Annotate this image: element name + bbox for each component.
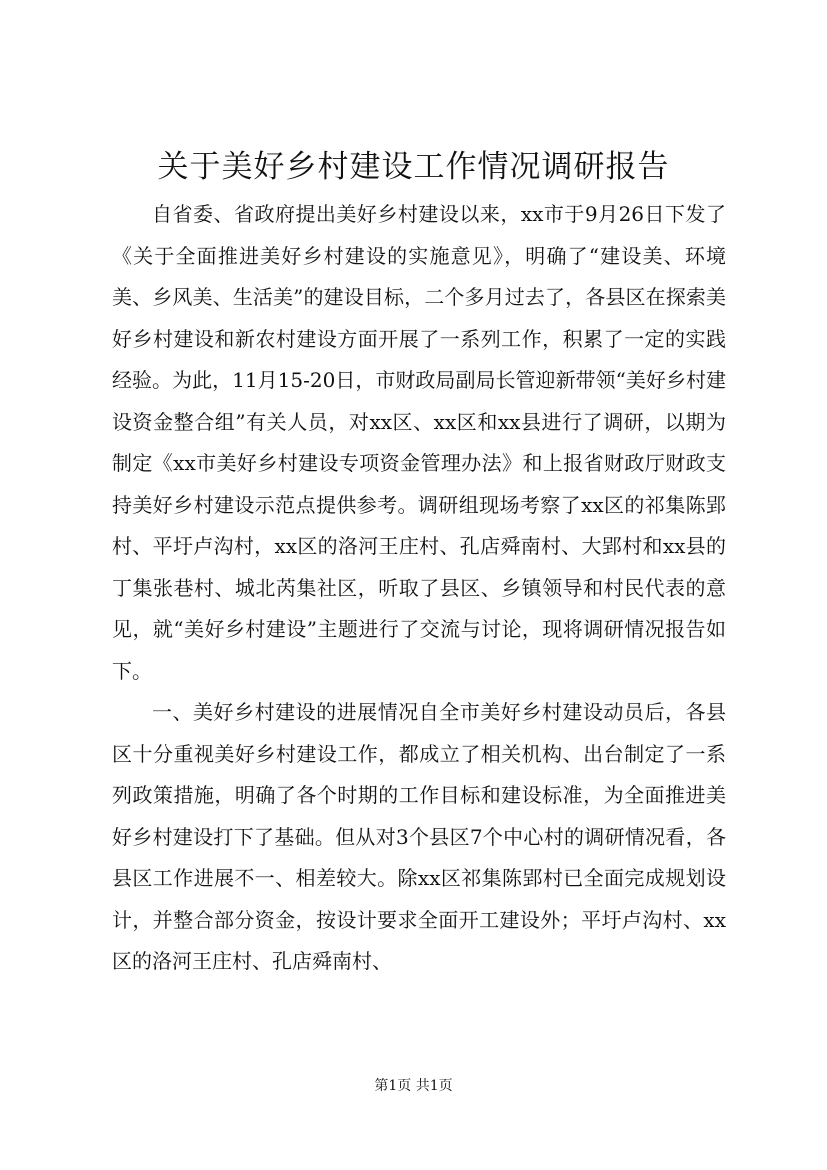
document-title: 关于美好乡村建设工作情况调研报告 xyxy=(157,149,670,185)
paragraph-section-one: 一、美好乡村建设的进展情况自全市美好乡村建设动员后，各县区十分重视美好乡村建设工作，都成立了相关机构、出台制定了一系列政策措施，明确了各个时期的工作目标和建设标准，为全面推进美好乡村建设打下了基础。但从对3个县区7个中心村的调研情况看，各县区工作进展不一、相差较大。除xx区祁集陈郢村已全面完成规划设计，并整合部分资金，按设计要求全面开工建设外；平圩卢沟村、xx区的洛河王庄村、孔店舜南村、 xyxy=(112,700,726,973)
paragraph-intro: 自省委、省政府提出美好乡村建设以来，xx市于9月26日下发了《关于全面推进美好乡村建设的实施意见》，明确了“建设美、环境美、乡风美、生活美”的建设目标，二个多月过去了，各县区在探索美好乡村建设和新农村建设方面开展了一系列工作，积累了一定的实践经验。为此，11月15-20日，市财政局副局长管迎新带领“美好乡村建设资金整合组”有关人员，对xx区、xx区和xx县进行了调研，以期为制定《xx市美好乡村建设专项资金管理办法》和上报省财政厅财政支持美好乡村建设示范点提供参考。调研组现场考察了xx区的祁集陈郢村、平圩卢沟村，xx区的洛河王庄村、孔店舜南村、大郢村和xx县的丁集张巷村、城北芮集社区，听取了县区、乡镇领导和村民代表的意见，就“美好乡村建设”主题进行了交流与讨论，现将调研情况报告如下。 xyxy=(112,202,726,683)
document-body xyxy=(112,194,726,983)
page-footer: 第1页 共1页 xyxy=(374,1078,453,1094)
